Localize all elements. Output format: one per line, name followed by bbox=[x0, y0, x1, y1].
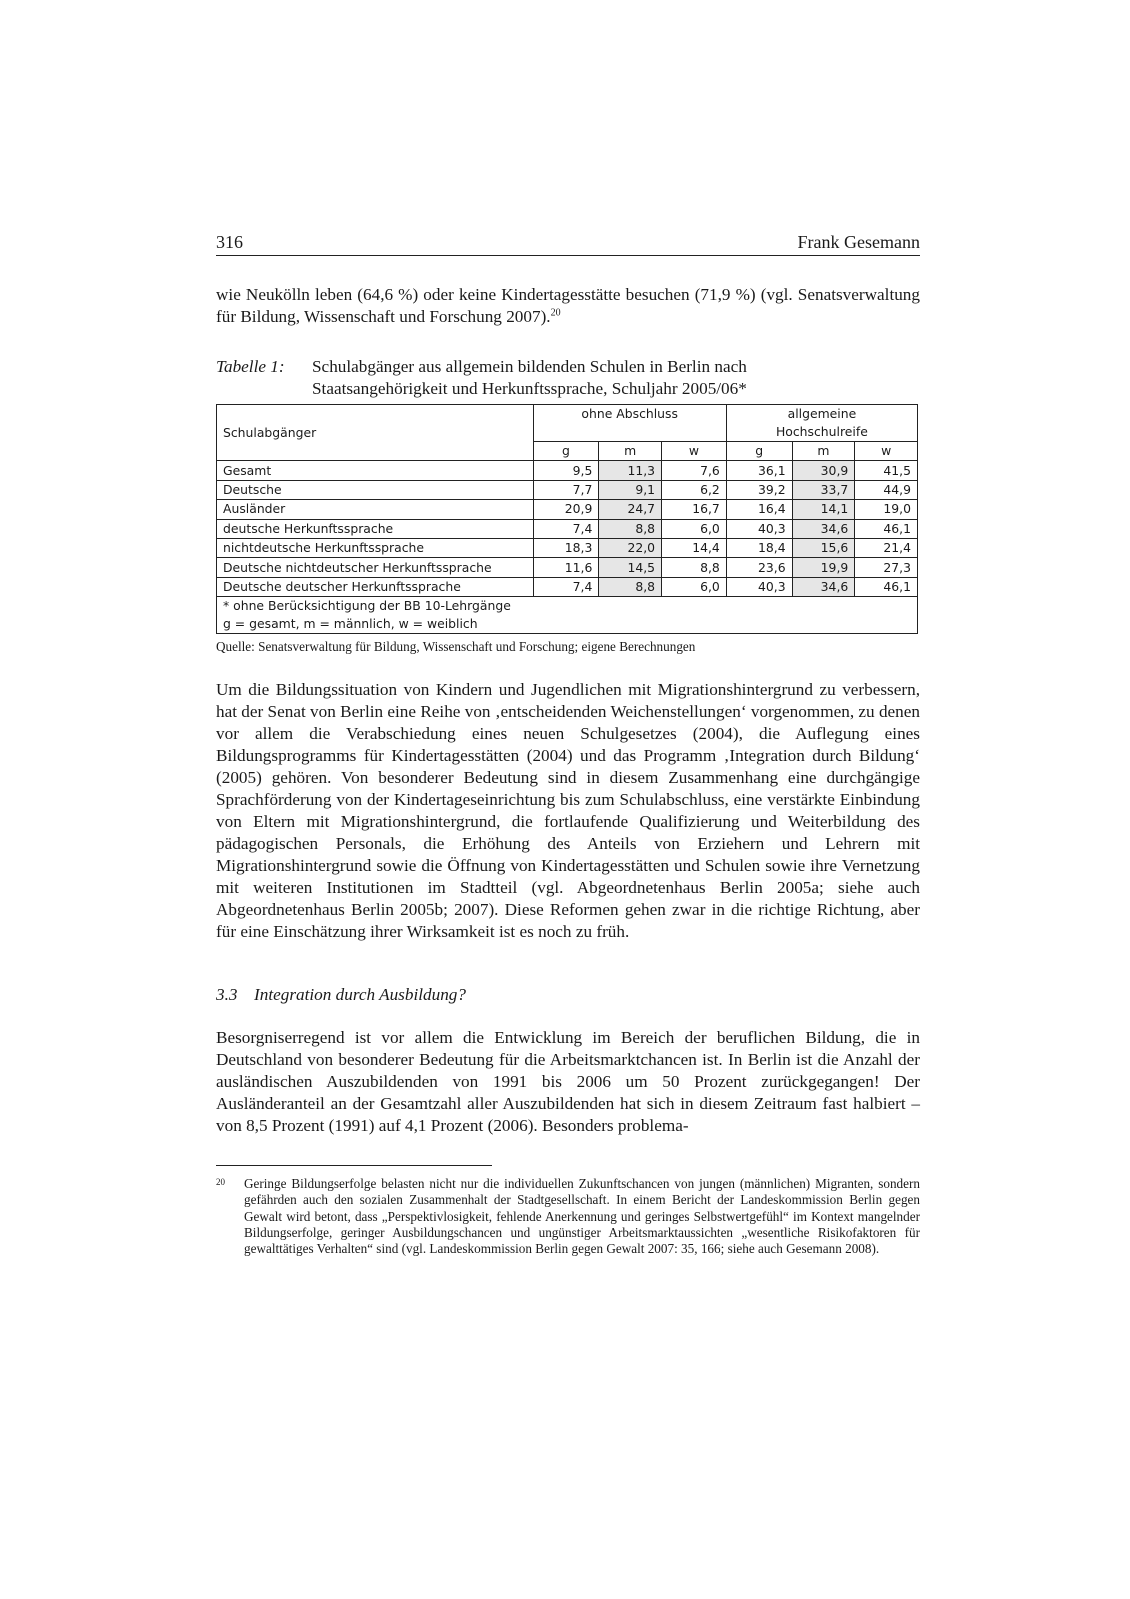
table-note-row bbox=[217, 597, 918, 634]
table-cell: 46,1 bbox=[855, 577, 918, 596]
table-header-row bbox=[217, 405, 918, 442]
table-cell: 20,9 bbox=[533, 500, 599, 519]
table-cell: 44,9 bbox=[855, 480, 918, 499]
table-cell: 41,5 bbox=[855, 461, 918, 480]
table-cell: 39,2 bbox=[726, 480, 792, 499]
subheader-cell: m bbox=[792, 442, 855, 461]
table-source: Quelle: Senatsverwaltung für Bildung, Wissenschaft und Forschung; eigene Berechnungen bbox=[216, 639, 696, 655]
row-label: Deutsche nichtdeutscher Herkunftssprache bbox=[217, 558, 534, 577]
section-title: Integration durch Ausbildung? bbox=[254, 985, 466, 1005]
table-cell: 22,0 bbox=[599, 538, 662, 557]
table-cell: 6,0 bbox=[662, 577, 727, 596]
subheader-cell: g bbox=[533, 442, 599, 461]
table-cell: 8,8 bbox=[599, 519, 662, 538]
data-table bbox=[216, 404, 918, 634]
table-cell: 7,4 bbox=[533, 577, 599, 596]
table-cell: 18,4 bbox=[726, 538, 792, 557]
table-row-header: Schulabgänger bbox=[217, 405, 534, 461]
table-cell: 6,0 bbox=[662, 519, 727, 538]
table-cell: 14,1 bbox=[792, 500, 855, 519]
footnote bbox=[216, 1176, 920, 1257]
table-cell: 16,7 bbox=[662, 500, 727, 519]
table-cell: 8,8 bbox=[662, 558, 727, 577]
table-cell: 40,3 bbox=[726, 577, 792, 596]
table-cell: 40,3 bbox=[726, 519, 792, 538]
table-cell: 21,4 bbox=[855, 538, 918, 557]
table-cell: 7,4 bbox=[533, 519, 599, 538]
table-row bbox=[217, 461, 918, 480]
footnote-number: 20 bbox=[216, 1177, 225, 1188]
table-caption bbox=[216, 356, 920, 400]
table-cell: 30,9 bbox=[792, 461, 855, 480]
table-note bbox=[217, 597, 918, 634]
section-number: 3.3 bbox=[216, 985, 238, 1005]
table-cell: 8,8 bbox=[599, 577, 662, 596]
section-heading bbox=[216, 985, 920, 1005]
table-note-2: g = gesamt, m = männlich, w = weiblich bbox=[223, 616, 478, 632]
footnote-divider bbox=[216, 1165, 492, 1166]
table-cell: 9,5 bbox=[533, 461, 599, 480]
intro-paragraph bbox=[216, 284, 920, 328]
page-number: 316 bbox=[216, 232, 243, 252]
subheader-cell: w bbox=[662, 442, 727, 461]
table-cell: 16,4 bbox=[726, 500, 792, 519]
table-cell: 36,1 bbox=[726, 461, 792, 480]
footnote-ref[interactable]: 20 bbox=[550, 307, 561, 319]
table-row bbox=[217, 538, 918, 557]
section-paragraph: Besorgniserregend ist vor allem die Entwicklung im Bereich der beruflichen Bildung, die in Deutschland von besonderer Bedeutung für die Arbeitsmarktchancen ist. In Berlin ist die Anzahl der ausländischen Auszubildenden von 1991 bis 2006 um 50 Prozent zurückgegangen! Der Ausländeranteil an der Gesamtzahl aller Auszubildenden hat sich in diesem Zeitraum fast halbiert – von 8,5 Prozent (1991) auf 4,1 Prozent (2006). Besonders problema- bbox=[216, 1028, 920, 1136]
table-cell: 15,6 bbox=[792, 538, 855, 557]
intro-text: wie Neukölln leben (64,6 %) oder keine Kindertagesstätte besuchen (71,9 %) (vgl. Senatsverwaltung für Bildung, Wissenschaft und Forschung 2007). bbox=[216, 285, 920, 326]
table-cell: 11,3 bbox=[599, 461, 662, 480]
row-label: Deutsche deutscher Herkunftssprache bbox=[217, 577, 534, 596]
running-author: Frank Gesemann bbox=[797, 232, 920, 252]
subheader-cell: w bbox=[855, 442, 918, 461]
table-cell: 19,9 bbox=[792, 558, 855, 577]
group2-line1: allgemeine bbox=[787, 406, 857, 421]
table-cell: 9,1 bbox=[599, 480, 662, 499]
table-note-1: * ohne Berücksichtigung der BB 10-Lehrgänge bbox=[223, 598, 511, 614]
group-header-hochschulreife bbox=[726, 405, 917, 442]
table-cell: 33,7 bbox=[792, 480, 855, 499]
page bbox=[216, 232, 920, 1257]
table-cell: 11,6 bbox=[533, 558, 599, 577]
subheader-cell: g bbox=[726, 442, 792, 461]
running-header bbox=[216, 232, 920, 256]
row-label: Gesamt bbox=[217, 461, 534, 480]
main-paragraph: Um die Bildungssituation von Kindern und Jugendlichen mit Migrationshintergrund zu verbessern, hat der Senat von Berlin eine Reihe von ‚entscheidenden Weichenstellungen‘ vorgenommen, zu denen vor allem die Verabschiedung eines neuen Schulgesetzes (2004), die Auflegung eines Bildungsprogramms für Kindertagesstätten (2004) und das Programm ‚Integration durch Bildung‘ (2005) gehören. Von besonderer Bedeutung sind in diesem Zusammenhang eine durchgängige Sprachförderung von der Kindertageseinrichtung bis zum Schulabschluss, eine verstärkte Einbindung von Eltern mit Migrationshintergrund, die fortlaufende Qualifizierung und Weiterbildung des pädagogischen Personals, die Erhöhung des Anteils von Erziehern und Lehrern mit Migrationshintergrund sowie die Öffnung von Kindertagesstätten und Schulen sowie ihre Vernetzung mit weiteren Institutionen im Stadtteil (vgl. Abgeordnetenhaus Berlin 2005a; siehe auch Abgeordnetenhaus Berlin 2005b; 2007). Diese Reformen gehen zwar in die richtige Richtung, aber für eine Einschätzung ihrer Wirksamkeit ist es noch zu früh. bbox=[216, 680, 920, 942]
row-label: Ausländer bbox=[217, 500, 534, 519]
table-caption-line2: Staatsangehörigkeit und Herkunftssprache, Schuljahr 2005/06* bbox=[312, 379, 747, 398]
group2-line2: Hochschulreife bbox=[775, 424, 868, 439]
table-cell: 14,5 bbox=[599, 558, 662, 577]
footnote-text: Geringe Bildungserfolge belasten nicht nur die individuellen Zukunftschancen von jungen (männlichen) Migranten, sondern gefährden auch den sozialen Zusammenhalt der Stadtgesellschaft. In einem Bericht der Landeskommission Berlin gegen Gewalt wird betont, dass „Perspektivlosigkeit, fehlende Anerkennung und geringes Selbstwertgefühl“ im Kontext mangelnder Bildungserfolge, geringer Ausbildungschancen und ungünstiger Arbeitsmarktaussichten „wesentliche Risikofaktoren für gewalttätiges Verhalten“ sind (vgl. Landeskommission Berlin gegen Gewalt 2007: 35, 166; siehe auch Gesemann 2008). bbox=[244, 1176, 920, 1256]
table-row bbox=[217, 519, 918, 538]
table-caption-line1: Schulabgänger aus allgemein bildenden Schulen in Berlin nach bbox=[312, 357, 747, 376]
row-label: Deutsche bbox=[217, 480, 534, 499]
table-row bbox=[217, 558, 918, 577]
table-caption-text bbox=[312, 356, 920, 400]
group-header-ohne-abschluss: ohne Abschluss bbox=[533, 405, 726, 442]
table-cell: 14,4 bbox=[662, 538, 727, 557]
table-cell: 6,2 bbox=[662, 480, 727, 499]
table-caption-label: Tabelle 1: bbox=[216, 357, 285, 376]
table-row bbox=[217, 480, 918, 499]
table-cell: 46,1 bbox=[855, 519, 918, 538]
table-cell: 7,7 bbox=[533, 480, 599, 499]
table-cell: 19,0 bbox=[855, 500, 918, 519]
table-cell: 27,3 bbox=[855, 558, 918, 577]
table-row bbox=[217, 577, 918, 596]
row-label: deutsche Herkunftssprache bbox=[217, 519, 534, 538]
table-cell: 34,6 bbox=[792, 577, 855, 596]
table-cell: 23,6 bbox=[726, 558, 792, 577]
table-cell: 7,6 bbox=[662, 461, 727, 480]
table-cell: 24,7 bbox=[599, 500, 662, 519]
table-cell: 34,6 bbox=[792, 519, 855, 538]
table-row bbox=[217, 500, 918, 519]
subheader-cell: m bbox=[599, 442, 662, 461]
table-cell: 18,3 bbox=[533, 538, 599, 557]
row-label: nichtdeutsche Herkunftssprache bbox=[217, 538, 534, 557]
